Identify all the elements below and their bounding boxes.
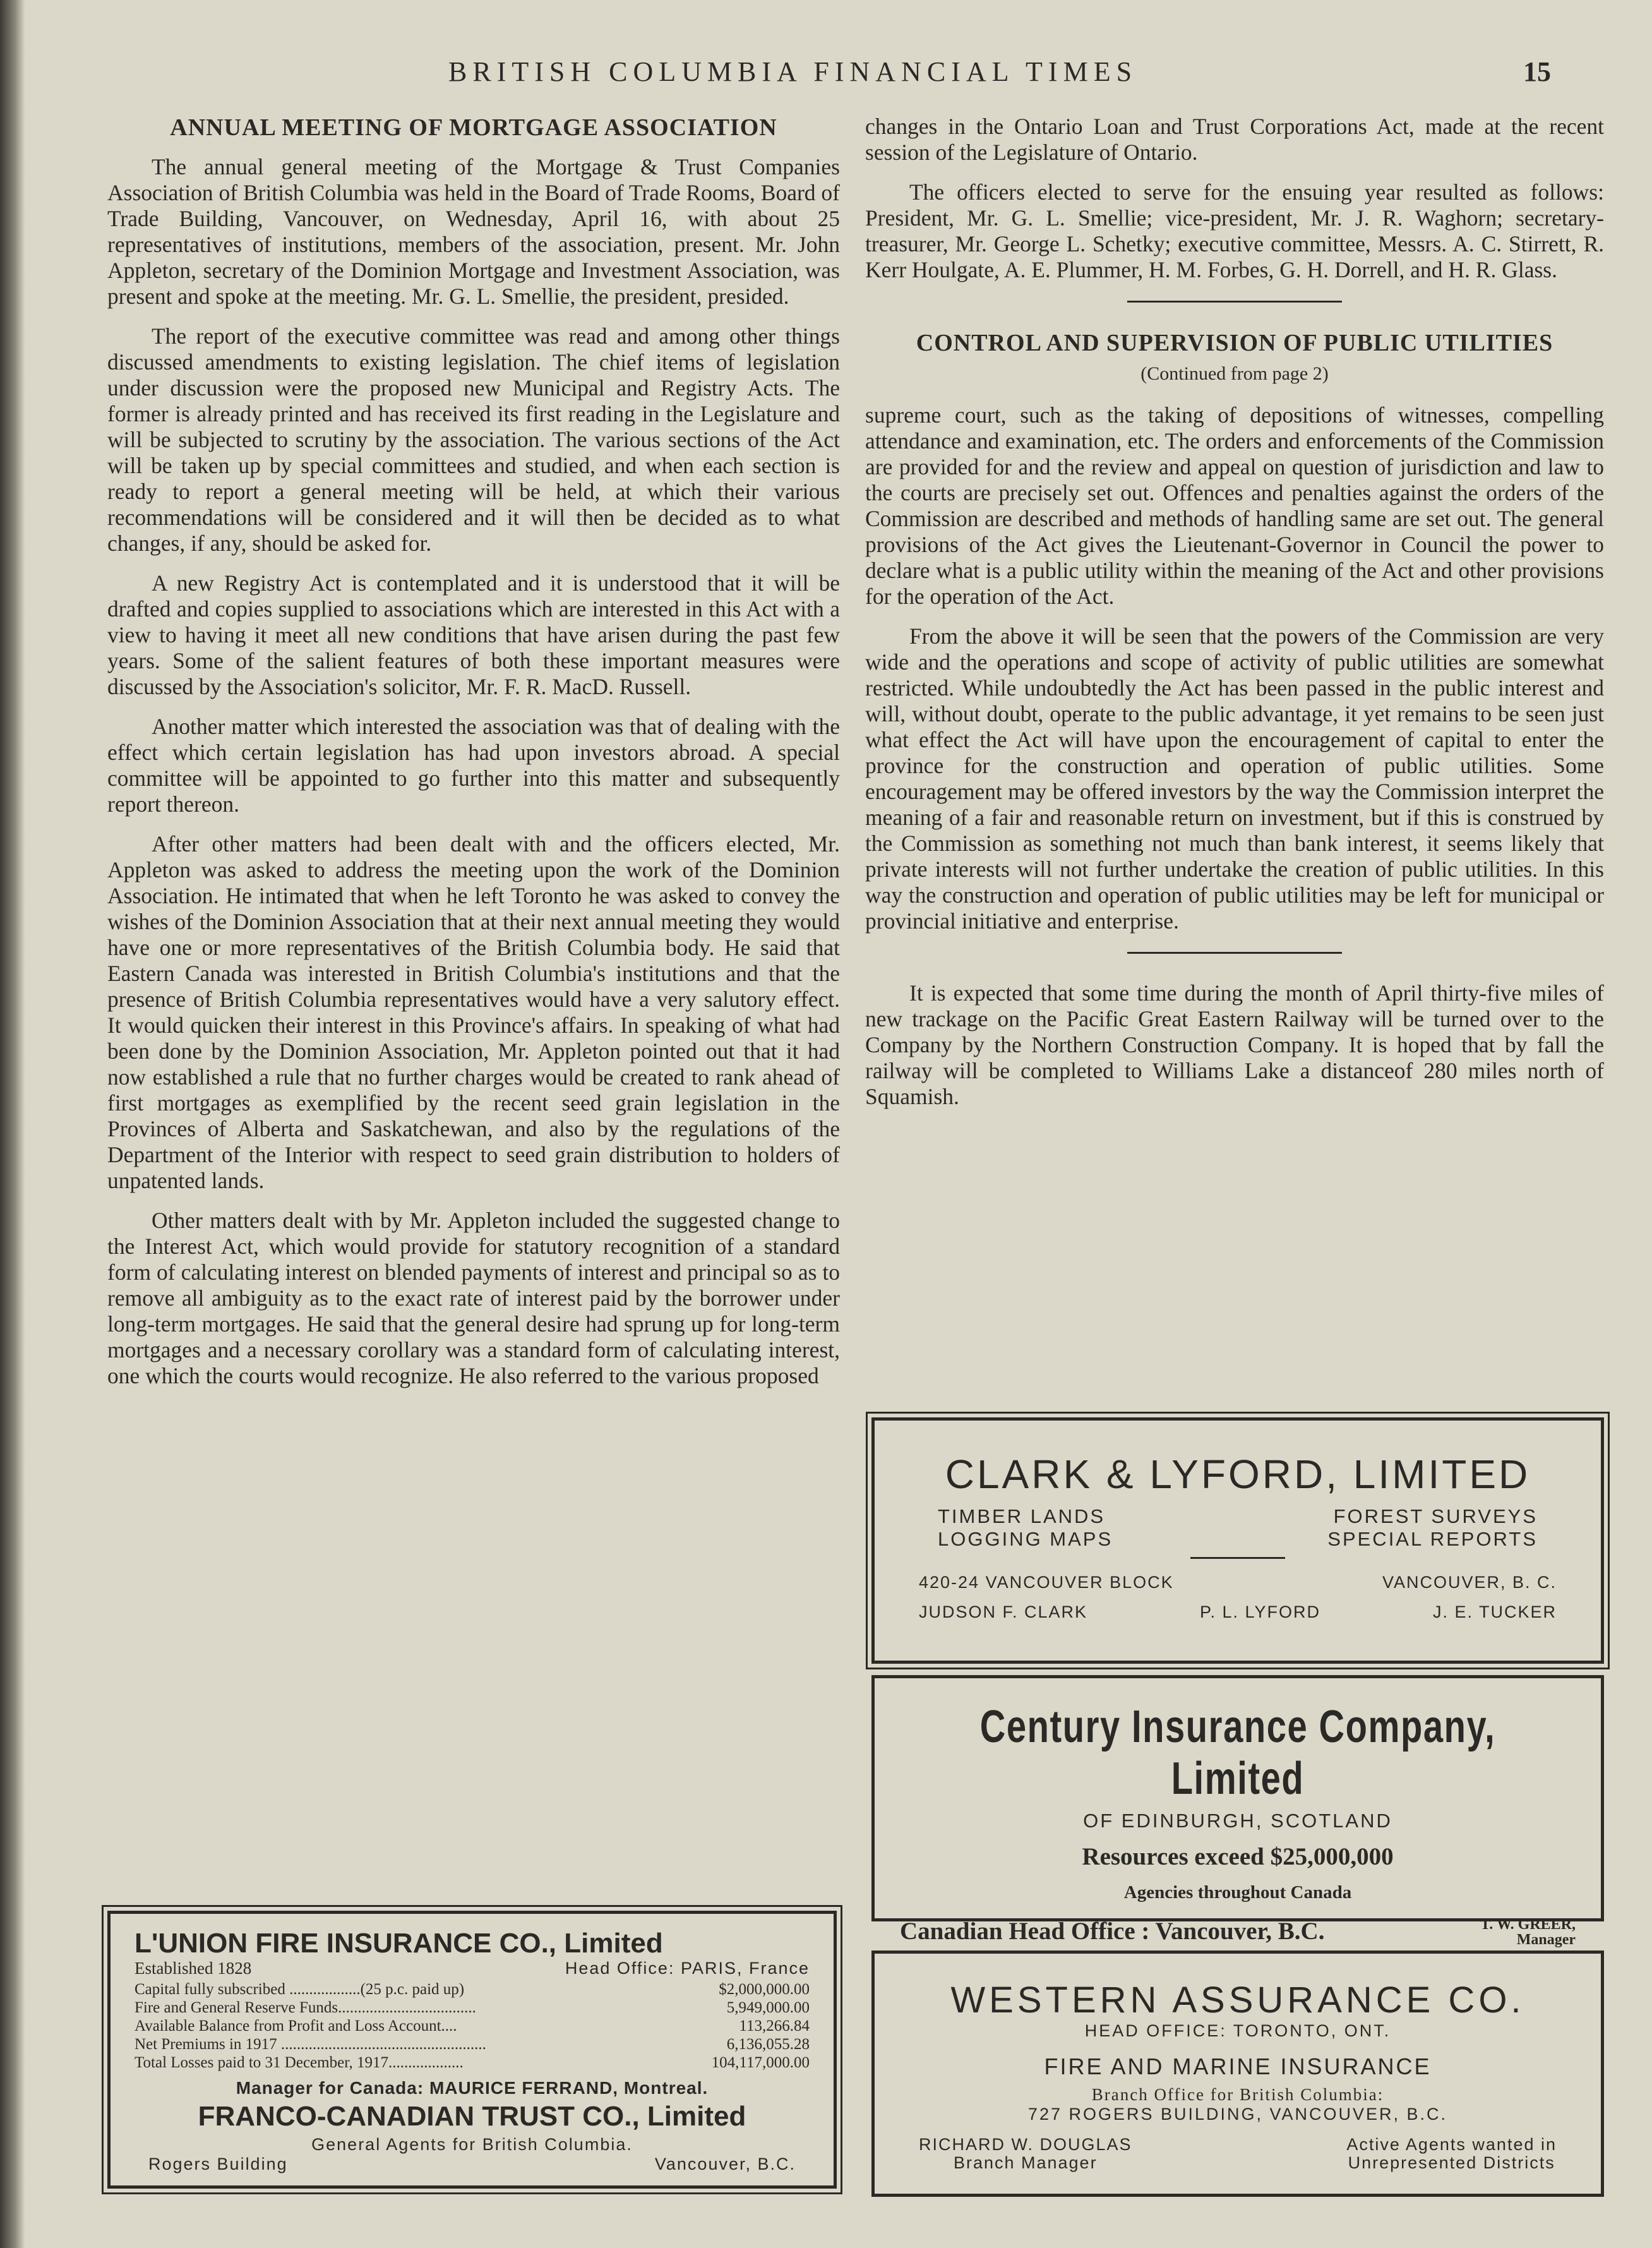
- ad-resources: Resources exceed $25,000,000: [1082, 1843, 1394, 1870]
- financial-value: 113,266.84: [739, 2017, 810, 2035]
- ad-city: VANCOUVER, B. C.: [1382, 1573, 1557, 1592]
- article-paragraph-continued: changes in the Ontario Loan and Trust Corporations Act, made at the recent session of the Legislature of Ontario.: [865, 114, 1604, 165]
- service-item: SPECIAL REPORTS: [1327, 1528, 1538, 1550]
- ad-branch-label: Branch Office for British Columbia:: [1091, 2085, 1384, 2104]
- ad-manager: Manager for Canada: MAURICE FERRAND, Montreal.: [236, 2078, 709, 2098]
- ad-services-row: [875, 1528, 1601, 1551]
- ad-company-name: Century Insurance Company, Limited: [979, 1702, 1496, 1804]
- financial-row: [111, 2053, 834, 2072]
- article-paragraph: The report of the executive committee was read and among other things discussed amendments to existing legislation. The chief items of legislation under discussion were the proposed new Municipal and Registry Acts. The former is already printed and has received its first reading in the Legislature and will be subjected to scrutiny by the association. The various sections of the Act will be taken up by special committees and studied, and when each section is ready to report a general meeting will be held, at which their various recommendations will be considered and it will then be decided as to what changes, if any, should be asked for.: [107, 323, 840, 556]
- service-item: LOGGING MAPS: [938, 1528, 1113, 1550]
- financial-label: Fire and General Reserve Funds...................................: [135, 1999, 476, 2016]
- manager-name: T. W. GREER,: [1480, 1916, 1576, 1933]
- ad-services-row: [875, 1505, 1601, 1528]
- divider: [1127, 301, 1342, 303]
- ad-people-row: [875, 1602, 1601, 1622]
- manager-title: Branch Manager: [953, 2153, 1098, 2172]
- financial-row: [111, 1980, 834, 1999]
- article-paragraph: Other matters dealt with by Mr. Appleton included the suggested change to the Interest Act, which would provide for statutory recognition of a standard form of calculating interest on blended payments of interest and principal so as to remove all ambiguity as to the exact rate of interest paid by the borrower under long-term mortgages. He said that the general desire had sprung up for long-term mortgages and a necessary corollary was a standard form of calculating interest, one which the courts would recognize. He also referred to the various proposed: [107, 1208, 840, 1388]
- manager-title: Manager: [1516, 1932, 1576, 1948]
- ad-person: P. L. LYFORD: [1199, 1602, 1321, 1621]
- ad-head-office: Head Office: PARIS, France: [565, 1959, 810, 1978]
- article-paragraph: The officers elected to serve for the ensuing year resulted as follows: President, Mr. G. L. Smellie; vice-president, Mr. J. R. Waghorn; secretary-treasurer, Mr. George L. Schetky; executive committee, Messrs. A. C. Stirrett, R. Kerr Houlgate, A. E. Plummer, H. M. Forbes, G. H. Dorrell, and H. R. Glass.: [865, 179, 1604, 282]
- financial-row: [111, 1999, 834, 2017]
- financial-label: Capital fully subscribed ..................(25 p.c. paid up): [135, 1981, 465, 1998]
- divider: [1190, 1557, 1285, 1559]
- ad-address: 420-24 VANCOUVER BLOCK: [919, 1573, 1174, 1592]
- financial-label: Available Balance from Profit and Loss Account....: [135, 2017, 457, 2035]
- article-heading-utilities: CONTROL AND SUPERVISION OF PUBLIC UTILITIES: [916, 330, 1553, 356]
- ad-manager: [919, 2136, 1132, 2172]
- page-number: 15: [1523, 56, 1551, 87]
- ad-manager: [1480, 1917, 1576, 1947]
- ad-city: Vancouver, B.C.: [654, 2155, 796, 2173]
- ad-established: Established 1828: [135, 1959, 252, 1978]
- article-paragraph: supreme court, such as the taking of depositions of witnesses, compelling attendance and examination, etc. The orders and enforcements of the Commission are provided for and the review and appeal on question of jurisdiction and law to the courts are precisely set out. Offences and penalties against the orders of the Commission are described and methods of handling same are set out. The general provisions of the Act gives the Lieutenant-Governor in Council the power to declare what is a public utility within the meaning of the Act and other provisions for the operation of the Act.: [865, 402, 1604, 609]
- ad-head-office: Canadian Head Office : Vancouver, B.C.: [900, 1918, 1325, 1945]
- ad-office-row: [875, 1917, 1601, 1947]
- running-header: [95, 56, 1595, 100]
- ad-lines: FIRE AND MARINE INSURANCE: [1044, 2053, 1432, 2079]
- ad-agencies: Agencies throughout Canada: [1123, 1882, 1352, 1902]
- article-paragraph: Another matter which interested the association was that of dealing with the effect which certain legislation has had upon investors abroad. A special committee will be appointed to go further into this matter and subsequently report thereon.: [107, 714, 840, 817]
- ad-established-row: [111, 1959, 834, 1978]
- financial-label: Total Losses paid to 31 December, 1917...................: [135, 2054, 464, 2071]
- agents-line: Active Agents wanted in: [1346, 2135, 1557, 2154]
- ad-address-row: [111, 2155, 834, 2174]
- ad-person: JUDSON F. CLARK: [919, 1602, 1088, 1621]
- ad-western-assurance: [871, 1950, 1604, 2197]
- ad-origin: OF EDINBURGH, SCOTLAND: [1083, 1810, 1392, 1832]
- ad-agents: [1346, 2136, 1557, 2172]
- ad-clark-lyford: [871, 1417, 1604, 1664]
- article-paragraph: The annual general meeting of the Mortgage & Trust Companies Association of British Columbia was held in the Board of Trade Rooms, Board of Trade Building, Vancouver, on Wednesday, April 16, with about 25 representatives of institutions, members of the association, present. Mr. John Appleton, secretary of the Dominion Mortgage and Investment Association, was present and spoke at the meeting. Mr. G. L. Smellie, the president, presided.: [107, 154, 840, 309]
- financial-value: 5,949,000.00: [726, 1999, 810, 2016]
- ad-branch-address: 727 ROGERS BUILDING, VANCOUVER, B.C.: [1027, 2105, 1448, 2124]
- article-paragraph: From the above it will be seen that the powers of the Commission are very wide and the operations and scope of activity of public utilities are somewhat restricted. While undoubtedly the Act has been passed in the public interest and will, without doubt, operate to the public advantage, it yet remains to be seen just what effect the Act will have upon the encouragement of capital to enter the province for the construction and operation of public utilities. Some encouragement may be offered investors by the way the Commission interpret the meaning of a fair and reasonable return on investment, but if this is construed by the Commission as something not much than bank interest, it seems likely that private interests will not further undertake the creation of public utilities. In this way the construction and operation of public utilities may be left for municipal or provincial initiative and enterprise.: [865, 623, 1604, 934]
- ad-company-name: L'UNION FIRE INSURANCE CO., Limited: [135, 1928, 663, 1959]
- ad-person: J. E. TUCKER: [1432, 1602, 1557, 1621]
- agents-line: Unrepresented Districts: [1348, 2153, 1555, 2172]
- ad-footer-row: [875, 2136, 1601, 2172]
- service-item: TIMBER LANDS: [938, 1505, 1106, 1527]
- financial-row: [111, 2035, 834, 2053]
- article-paragraph: A new Registry Act is contemplated and it is understood that it will be drafted and copies supplied to associations which are interested in this Act with a view to having it meet all new conditions that have arisen during the past few years. Some of the salient features of both these important measures were discussed by the Association's solicitor, Mr. F. R. MacD. Russell.: [107, 570, 840, 699]
- financial-value: 6,136,055.28: [726, 2036, 810, 2053]
- financial-value: 104,117,000.00: [711, 2054, 810, 2071]
- ad-company-name: WESTERN ASSURANCE CO.: [950, 1980, 1525, 2021]
- ad-trust-name: FRANCO-CANADIAN TRUST CO., Limited: [198, 2101, 746, 2132]
- ad-lunion-fire-insurance: [107, 1911, 837, 2189]
- ad-building: Rogers Building: [148, 2155, 288, 2173]
- financial-row: [111, 2017, 834, 2035]
- ad-head-office: HEAD OFFICE: TORONTO, ONT.: [1084, 2021, 1391, 2040]
- ad-century-insurance: [871, 1675, 1604, 1948]
- right-column: [865, 114, 1604, 1124]
- publication-title: BRITISH COLUMBIA FINANCIAL TIMES: [448, 56, 1138, 87]
- ad-address-row: [875, 1573, 1601, 1592]
- left-column: [107, 114, 840, 1403]
- page-binding-shadow: [0, 0, 25, 2248]
- financial-value: $2,000,000.00: [719, 1981, 810, 1998]
- service-item: FOREST SURVEYS: [1333, 1505, 1538, 1527]
- article-paragraph-railway: It is expected that some time during the month of April thirty-five miles of new trackage on the Pacific Great Eastern Railway will be turned over to the Company by the Northern Construction Company. It is hoped that by fall the railway will be completed to Williams Lake a distanceof 280 miles north of Squamish.: [865, 980, 1604, 1109]
- ad-company-name: CLARK & LYFORD, LIMITED: [945, 1452, 1531, 1497]
- article-paragraph: After other matters had been dealt with and the officers elected, Mr. Appleton was asked to address the meeting upon the work of the Dominion Association. He intimated that when he left Toronto he was asked to convey the wishes of the Dominion Association that at their next annual meeting they would have one or more representatives of the British Columbia body. He said that Eastern Canada was interested in British Columbia's institutions and that the presence of British Columbia representatives would have a very salutory effect. It would quicken their interest in this Province's affairs. In speaking of what had been done by the Dominion Association, Mr. Appleton pointed out that it had now established a rule that no further charges would be created to rank ahead of first mortgages as exemplified by the recent seed grain legislation in the Provinces of Alberta and Saskatchewan, and also by the regulations of the Department of the Interior with respect to seed grain distribution to holders of unpatented lands.: [107, 831, 840, 1193]
- ad-agents: General Agents for British Columbia.: [311, 2135, 633, 2154]
- manager-name: RICHARD W. DOUGLAS: [919, 2135, 1132, 2154]
- article-heading-mortgage: ANNUAL MEETING OF MORTGAGE ASSOCIATION: [170, 114, 777, 141]
- article-subheading: (Continued from page 2): [1140, 363, 1329, 384]
- financial-label: Net Premiums in 1917 ....................................................: [135, 2036, 486, 2053]
- divider: [1127, 952, 1342, 954]
